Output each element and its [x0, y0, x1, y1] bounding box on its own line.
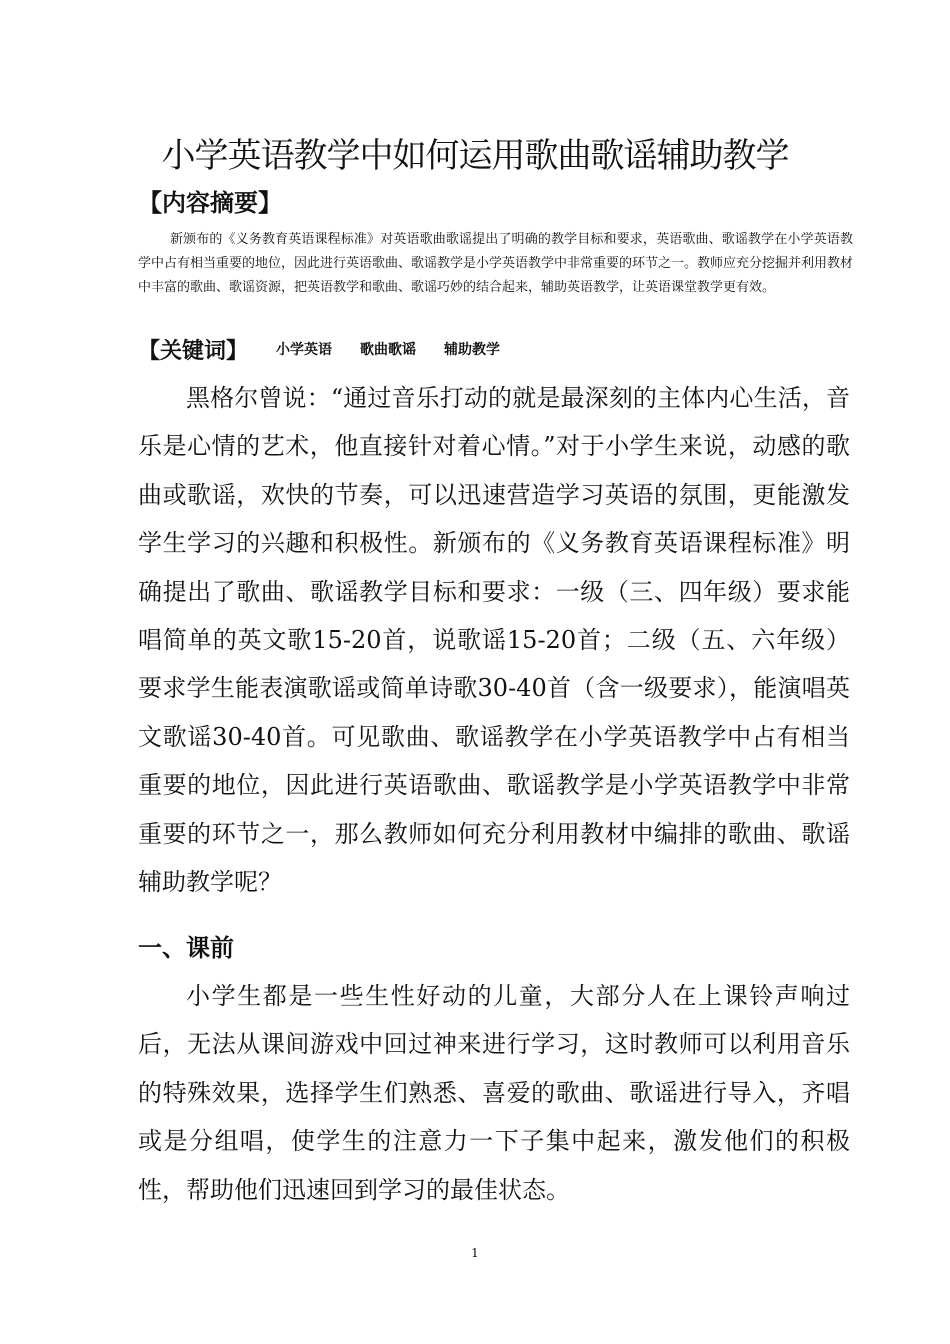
body-paragraph: 小学生都是一些生性好动的儿童，大部分人在上课铃声响过后，无法从课间游戏中回过神来进行学习，这时教师可以利用音乐的特殊效果，选择学生们熟悉、喜爱的歌曲、歌谣进行导入，齐唱或是分组唱，使学生的注意力一下子集中起来，激发他们的积极性，帮助他们迅速回到学习的最佳状态。 — [138, 982, 850, 1204]
keyword-item: 小学英语 — [276, 342, 333, 358]
body-paragraph: 黑格尔曾说：“通过音乐打动的就是最深刻的主体内心生活，音乐是心情的艺术，他直接针对着心情。”对于小学生来说，动感的歌曲或歌谣，欢快的节奏，可以迅速营造学习英语的氛围，更能激发学生学习的兴趣和积极性。新颁布的《义务教育英语课程标准》明确提出了歌曲、歌谣教学目标和要求：一级（三、四年级）要求能唱简单的英文歌15-20首，说歌谣15-20首；二级（五、六年级）要求学生能表演歌谣或简单诗歌30-40首（含一级要求），能演唱英文歌谣30-40首。可见歌曲、歌谣教学在小学英语教学中占有相当重要的地位，因此进行英语歌曲、歌谣教学是小学英语教学中非常重要的环节之一，那么教师如何充分利用教材中编排的歌曲、歌谣辅助教学呢？ — [138, 384, 850, 897]
document-title: 小学英语教学中如何运用歌曲歌谣辅助教学 — [161, 136, 789, 176]
abstract-heading: 【内容摘要】 — [138, 189, 282, 217]
keywords-row — [138, 334, 500, 364]
keyword-item: 歌曲歌谣 — [360, 342, 417, 358]
keywords-heading: 【关键词】 — [138, 338, 249, 364]
keyword-item: 辅助教学 — [444, 342, 501, 358]
abstract-text: 新颁布的《义务教育英语课程标准》对英语歌曲歌谣提出了明确的教学目标和要求，英语歌曲、歌谣教学在小学英语教学中占有相当重要的地位，因此进行英语歌曲、歌谣教学是小学英语教学中非常重要的环节之一。教师应充分挖掘并利用教材中丰富的歌曲、歌谣资源，把英语教学和歌曲、歌谣巧妙的结合起来，辅助英语教学，让英语课堂教学更有效。 — [138, 232, 854, 295]
section-heading: 一、课前 — [138, 934, 234, 962]
page-number: 1 — [471, 1246, 479, 1260]
